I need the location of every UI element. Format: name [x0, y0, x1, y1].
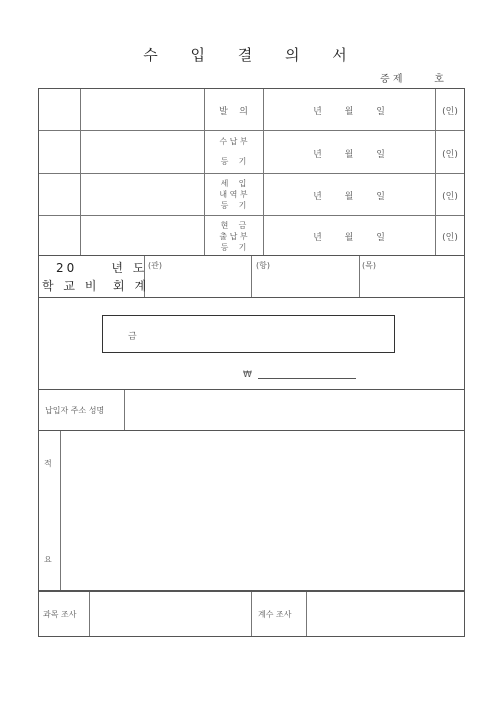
payer-address-name-field[interactable] [124, 390, 464, 430]
hang-field[interactable]: (항) [256, 261, 270, 270]
approval-date-revenue-ledger[interactable]: 년 월 일 [313, 192, 385, 202]
approval-date-receipt-ledger[interactable]: 년 월 일 [313, 150, 385, 160]
subject-check-field[interactable] [90, 592, 250, 636]
calc-check-field[interactable] [306, 592, 464, 636]
approval-label-revenue-ledger: 세 입 내 역 부 등 기 [219, 179, 248, 210]
approval-seal-proposal[interactable]: (인) [442, 107, 458, 117]
subject-check-label: 과목 조사 [43, 610, 77, 619]
evidence-number-label: 증 제 호 [380, 74, 444, 85]
document-title: 수 입 결 의 서 [143, 46, 361, 64]
approval-seal-cash-ledger[interactable]: (인) [442, 233, 458, 243]
payer-address-name-label: 납입자 주소 성명 [45, 406, 105, 415]
gwan-field[interactable]: (관) [148, 261, 162, 270]
approval-date-proposal[interactable]: 년 월 일 [313, 107, 385, 117]
school-account-label: 학 교 비 회 계 [42, 279, 150, 293]
amount-box[interactable] [102, 315, 395, 353]
approval-seal-revenue-ledger[interactable]: (인) [442, 192, 458, 202]
summary-label-top: 적 [44, 459, 52, 468]
summary-label-bottom: 요 [44, 555, 52, 564]
mok-field[interactable]: (목) [362, 261, 376, 270]
fiscal-year-label: 20 년 도 [56, 261, 148, 275]
won-sign: ₩ [243, 370, 252, 380]
approval-label-proposal: 발 의 [219, 107, 248, 117]
approval-label-receipt-ledger: 수 납 부 등 기 [219, 137, 248, 166]
approval-label-cash-ledger: 현 금 출 납 부 등 기 [219, 221, 248, 252]
won-amount-line[interactable] [258, 378, 356, 379]
summary-field[interactable] [61, 432, 464, 590]
approval-seal-receipt-ledger[interactable]: (인) [442, 150, 458, 160]
calc-check-label: 계수 조사 [258, 610, 292, 619]
amount-label: 금 [128, 332, 137, 342]
approval-date-cash-ledger[interactable]: 년 월 일 [313, 233, 385, 243]
